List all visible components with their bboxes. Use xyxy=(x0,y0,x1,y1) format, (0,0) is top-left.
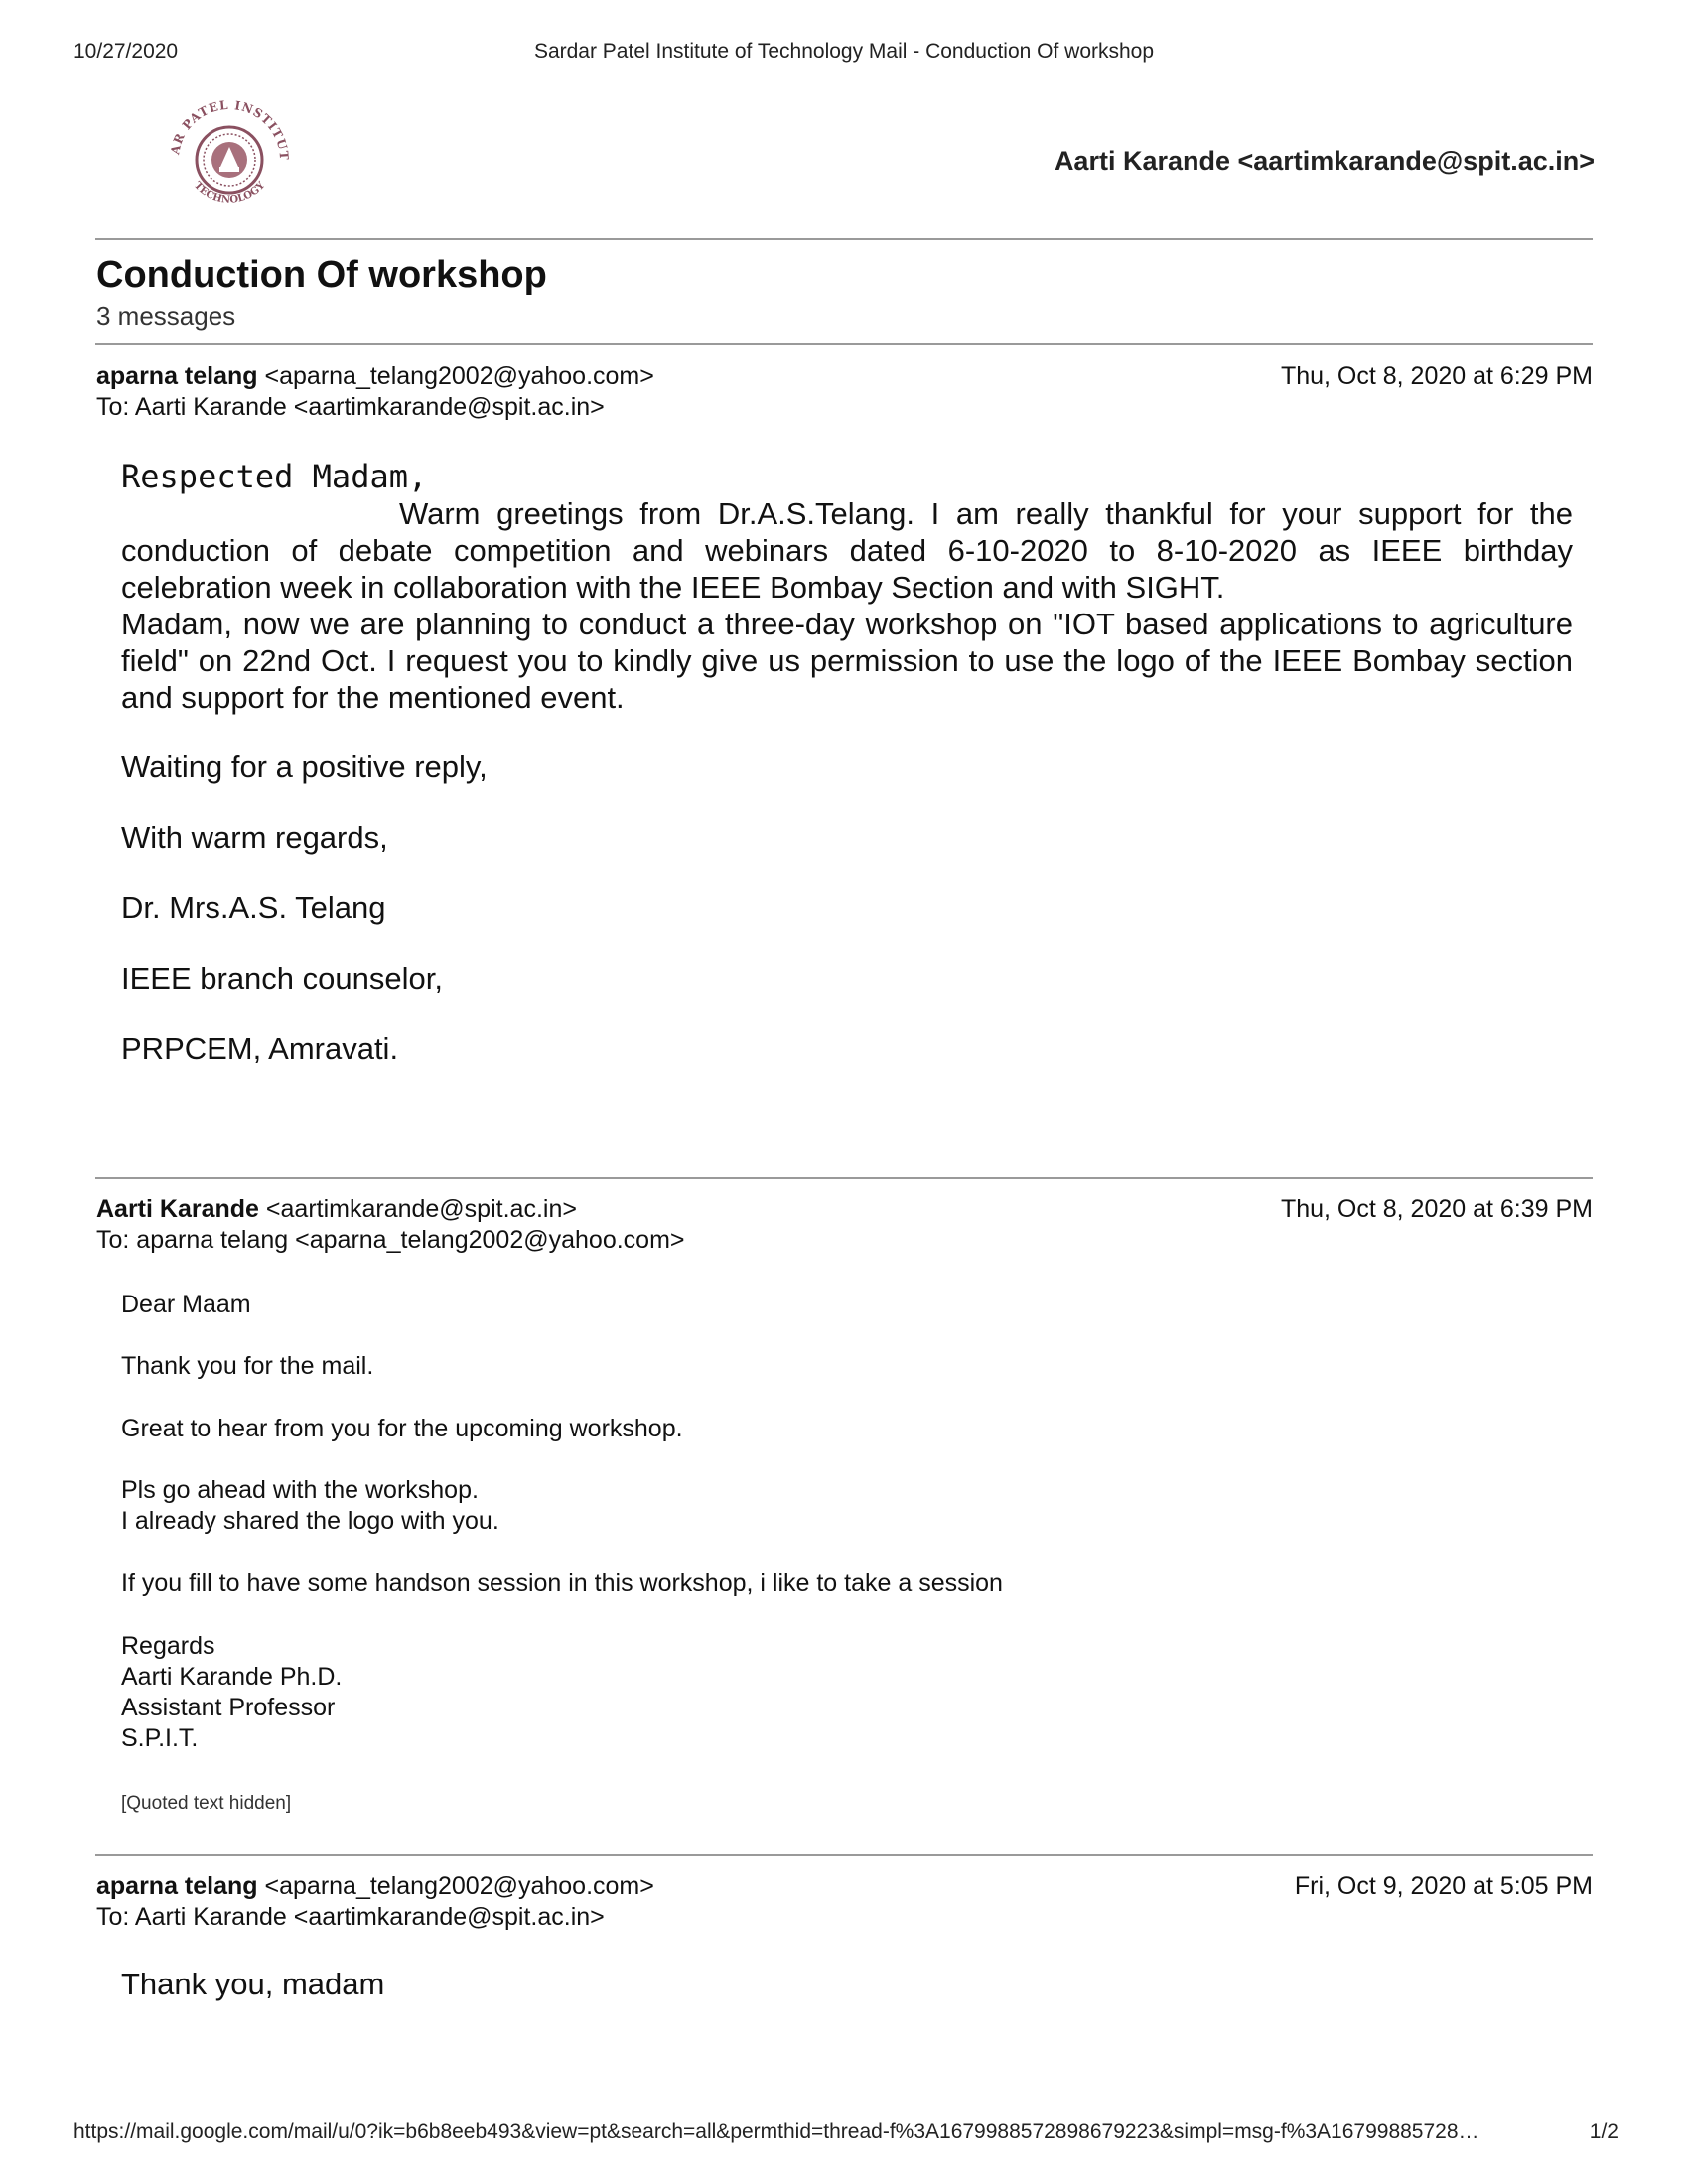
sender-email: <aparna_telang2002@yahoo.com> xyxy=(264,362,654,390)
sender-name: Aarti Karande xyxy=(96,1195,259,1223)
sender-name: aparna telang xyxy=(96,1872,258,1900)
divider xyxy=(95,1854,1593,1856)
quoted-text-toggle[interactable]: [Quoted text hidden] xyxy=(121,1793,292,1814)
signature-line: Assistant Professor xyxy=(121,1694,336,1721)
signature-org: PRPCEM, Amravati. xyxy=(121,1031,399,1066)
divider xyxy=(95,343,1593,345)
message-sender xyxy=(96,362,654,391)
body-line: Thank you for the mail. xyxy=(121,1352,374,1380)
body-line: Waiting for a positive reply, xyxy=(121,750,488,784)
sender-name: aparna telang xyxy=(96,362,258,390)
signature-line: Aarti Karande Ph.D. xyxy=(121,1663,343,1691)
message-recipient: To: Aarti Karande <aartimkarande@spit.ac.in> xyxy=(96,393,605,421)
print-title: Sardar Patel Institute of Technology Mail - Conduction Of workshop xyxy=(533,40,1155,63)
page-url: https://mail.google.com/mail/u/0?ik=b6b8eeb493&view=pt&search=all&permthid=thread-f%3A1679988572898679223&simpl=msg-f%3A16799885728… xyxy=(73,2120,1479,2143)
message-recipient: To: Aarti Karande <aartimkarande@spit.ac.in> xyxy=(96,1903,605,1931)
body-paragraph: Warm greetings from Dr.A.S.Telang. I am really thankful for your support for the conduction of debate competition and webinars dated 6-10-2020 to 8-10-2020 as IEEE birthday celebration week in collaboration with the IEEE Bombay Section and with SIGHT. xyxy=(121,496,1573,605)
signature-line: S.P.I.T. xyxy=(121,1724,199,1752)
sender-email: <aparna_telang2002@yahoo.com> xyxy=(264,1872,654,1900)
message-date: Thu, Oct 8, 2020 at 6:29 PM xyxy=(1280,362,1593,390)
print-date: 10/27/2020 xyxy=(73,40,179,63)
page-number: 1/2 xyxy=(1589,2120,1618,2143)
greeting: Respected Madam, xyxy=(121,458,428,495)
signature-name: Dr. Mrs.A.S. Telang xyxy=(121,890,386,925)
account-email: Aarti Karande <aartimkarande@spit.ac.in> xyxy=(1054,146,1595,176)
message-date: Thu, Oct 8, 2020 at 6:39 PM xyxy=(1280,1195,1593,1223)
message-sender xyxy=(96,1195,577,1224)
body-line: Dear Maam xyxy=(121,1291,251,1318)
sender-email: <aartimkarande@spit.ac.in> xyxy=(265,1195,577,1223)
thread-title: Conduction Of workshop xyxy=(96,254,547,296)
body-line: I already shared the logo with you. xyxy=(121,1507,499,1535)
signature-title: IEEE branch counselor, xyxy=(121,961,443,996)
message-count: 3 messages xyxy=(96,301,236,331)
svg-text:TECHNOLOGY: TECHNOLOGY xyxy=(191,180,268,205)
body-paragraph: Madam, now we are planning to conduct a three-day workshop on "IOT based applications to agriculture field" on 22nd Oct. I request you to kindly give us permission to use the logo of the IEEE Bombay section and support for the mentioned event. xyxy=(121,607,1573,715)
body-line: Pls go ahead with the workshop. xyxy=(121,1476,479,1504)
divider xyxy=(95,238,1593,240)
svg-text:SARDAR PATEL INSTITUTE OF: AR PATEL INSTITUT xyxy=(168,97,292,162)
institute-logo xyxy=(165,95,294,224)
message-sender xyxy=(96,1872,654,1901)
message-body xyxy=(121,459,1573,716)
body-line: Great to hear from you for the upcoming workshop. xyxy=(121,1415,683,1442)
signature xyxy=(121,1631,342,1754)
signature-line: Regards xyxy=(121,1632,215,1660)
body-line: Thank you, madam xyxy=(121,1967,385,2001)
body-line: With warm regards, xyxy=(121,820,388,855)
message-recipient: To: aparna telang <aparna_telang2002@yahoo.com> xyxy=(96,1226,685,1254)
body-line: If you fill to have some handson session in this workshop, i like to take a session xyxy=(121,1570,1003,1597)
divider xyxy=(95,1177,1593,1179)
message-date: Fri, Oct 9, 2020 at 5:05 PM xyxy=(1294,1872,1593,1900)
